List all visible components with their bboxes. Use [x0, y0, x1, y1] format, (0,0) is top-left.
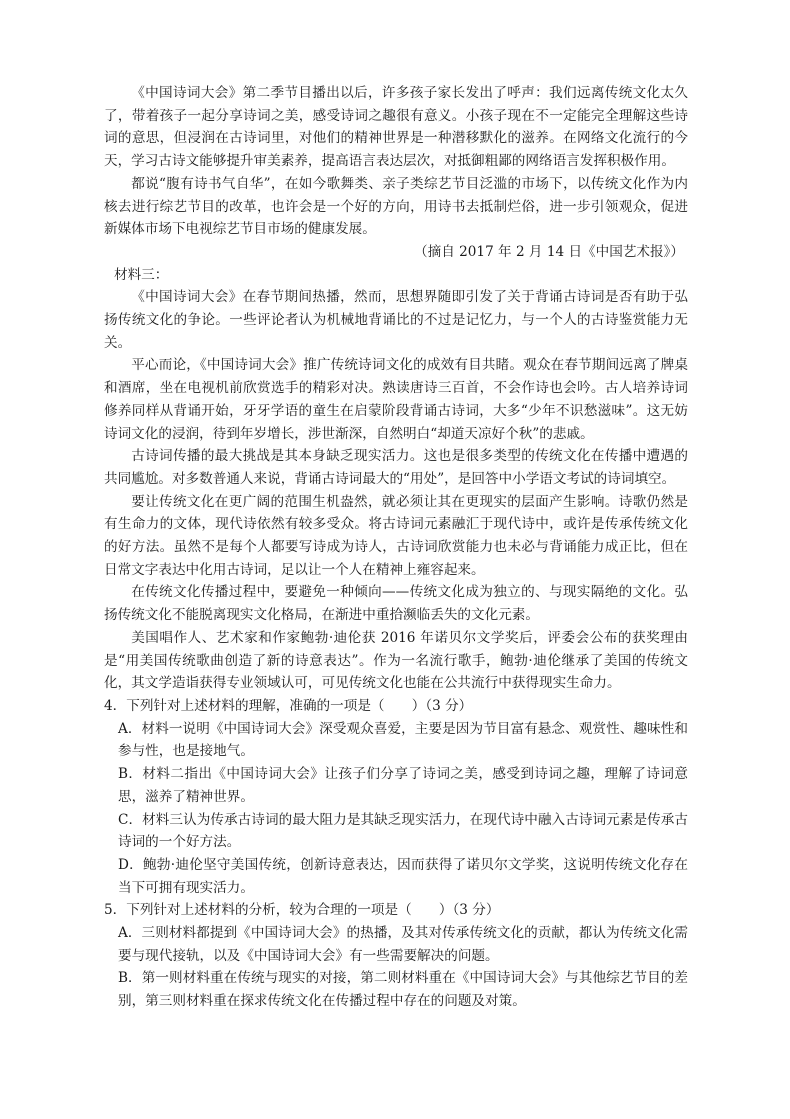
- question-4-stem: 4．下列针对上述材料的理解，准确的一项是（ ）（3 分）: [104, 697, 473, 714]
- material3-label: 材料三：: [114, 266, 169, 283]
- question-4-option-b: B．材料二指出《中国诗词大会》让孩子们分享了诗词之美，感受到诗词之趣，理解了诗词意思，滋养了精神世界。: [118, 766, 688, 805]
- material2-source: （摘自 2017 年 2 月 14 日《中国艺术报》）: [414, 243, 684, 260]
- material3-paragraph-2: 平心而论，《中国诗词大会》推广传统诗词文化的成效有目共睹。观众在春节期间远离了牌桌和酒席，坐在电视机前欣赏选手的精彩对决。熟读唐诗三百首，不会作诗也会吟。古人培养诗词修养同样从背诵开始，牙牙学语的童生在启蒙阶段背诵古诗词，大多“少年不识愁滋味”。这无妨诗词文化的浸润，待到年岁增长，涉世渐深，自然明白“却道天凉好个秋”的悲戚。: [104, 357, 688, 442]
- question-5-option-b: B．第一则材料重在传统与现实的对接，第二则材料重在《中国诗词大会》与其他综艺节目的差别，第三则材料重在探求传统文化在传播过程中存在的问题及对策。: [118, 970, 688, 1010]
- material2-paragraph-1: 《中国诗词大会》第二季节目播出以后，许多孩子家长发出了呼声：我们远离传统文化太久了，带着孩子一起分享诗词之美，感受诗词之趣很有意义。小孩子现在不一定能完全理解这些诗词的意思，但浸润在古诗词里，对他们的精神世界是一种潜移默化的滋养。在网络文化流行的今天，学习古诗文能够提升审美素养，提高语言表达层次，对抵御粗鄙的网络语言发挥积极作用。: [104, 85, 688, 170]
- question-4-option-a: A．材料一说明《中国诗词大会》深受观众喜爱，主要是因为节目富有悬念、观赏性、趣味性和参与性，也是接地气。: [118, 720, 688, 760]
- material3-paragraph-4: 要让传统文化在更广阔的范围生机盎然，就必须让其在更现实的层面产生影响。诗歌仍然是有生命力的文体，现代诗依然有较多受众。将古诗词元素融汇于现代诗中，或许是传承传统文化的好方法。虽然不是每个人都要写诗成为诗人，古诗词欣赏能力也未必与背诵能力成正比，但在日常文字表达中化用古诗词，足以让一个人在精神上雍容起来。: [104, 493, 688, 578]
- material2-paragraph-2: 都说“腹有诗书气自华”，在如今歌舞类、亲子类综艺节目泛滥的市场下，以传统文化作为内核去进行综艺节目的改革，也许会是一个好的方向，用诗书去抵制烂俗，进一步引领观众，促进新媒体市场下电视综艺节目市场的健康发展。: [104, 175, 688, 238]
- question-5-stem: 5．下列针对上述材料的分析，较为合理的一项是（ ）（3 分）: [104, 902, 500, 919]
- question-4-option-c: C．材料三认为传承古诗词的最大阻力是其缺乏现实活力，在现代诗中融入古诗词元素是传承古诗词的一个好方法。: [118, 811, 688, 851]
- material3-paragraph-3: 古诗词传播的最大挑战是其本身缺乏现实活力。这也是很多类型的传统文化在传播中遭遇的共同尴尬。对多数普通人来说，背诵古诗词最大的“用处”，是回答中小学语文考试的诗词填空。: [104, 448, 688, 487]
- document-page: [104, 82, 688, 1013]
- question-5-option-a: A．三则材料都提到《中国诗词大会》的热播，及其对传承传统文化的贡献，都认为传统文化需要与现代接轨，以及《中国诗词大会》有一些需要解决的问题。: [118, 925, 688, 964]
- question-4-option-d: D．鲍勃·迪伦坚守美国传统，创新诗意表达，因而获得了诺贝尔文学奖，这说明传统文化存在当下可拥有现实活力。: [118, 856, 688, 896]
- material3-paragraph-1: 《中国诗词大会》在春节期间热播，然而，思想界随即引发了关于背诵古诗词是否有助于弘扬传统文化的争论。一些评论者认为机械地背诵比的不过是记忆力，与一个人的古诗鉴赏能力无关。: [104, 289, 688, 351]
- material3-paragraph-6: 美国唱作人、艺术家和作家鲍勃·迪伦获 2016 年诺贝尔文学奖后，评委会公布的获奖理由是“用美国传统歌曲创造了新的诗意表达”。作为一名流行歌手，鲍勃·迪伦继承了美国的传统文化，其文学造诣获得专业领域认可，可见传统文化也能在公共流行中获得现实生命力。: [104, 629, 688, 692]
- material3-paragraph-5: 在传统文化传播过程中，要避免一种倾向——传统文化成为独立的、与现实隔绝的文化。弘扬传统文化不能脱离现实文化格局，在渐进中重拾濒临丢失的文化元素。: [104, 584, 688, 624]
